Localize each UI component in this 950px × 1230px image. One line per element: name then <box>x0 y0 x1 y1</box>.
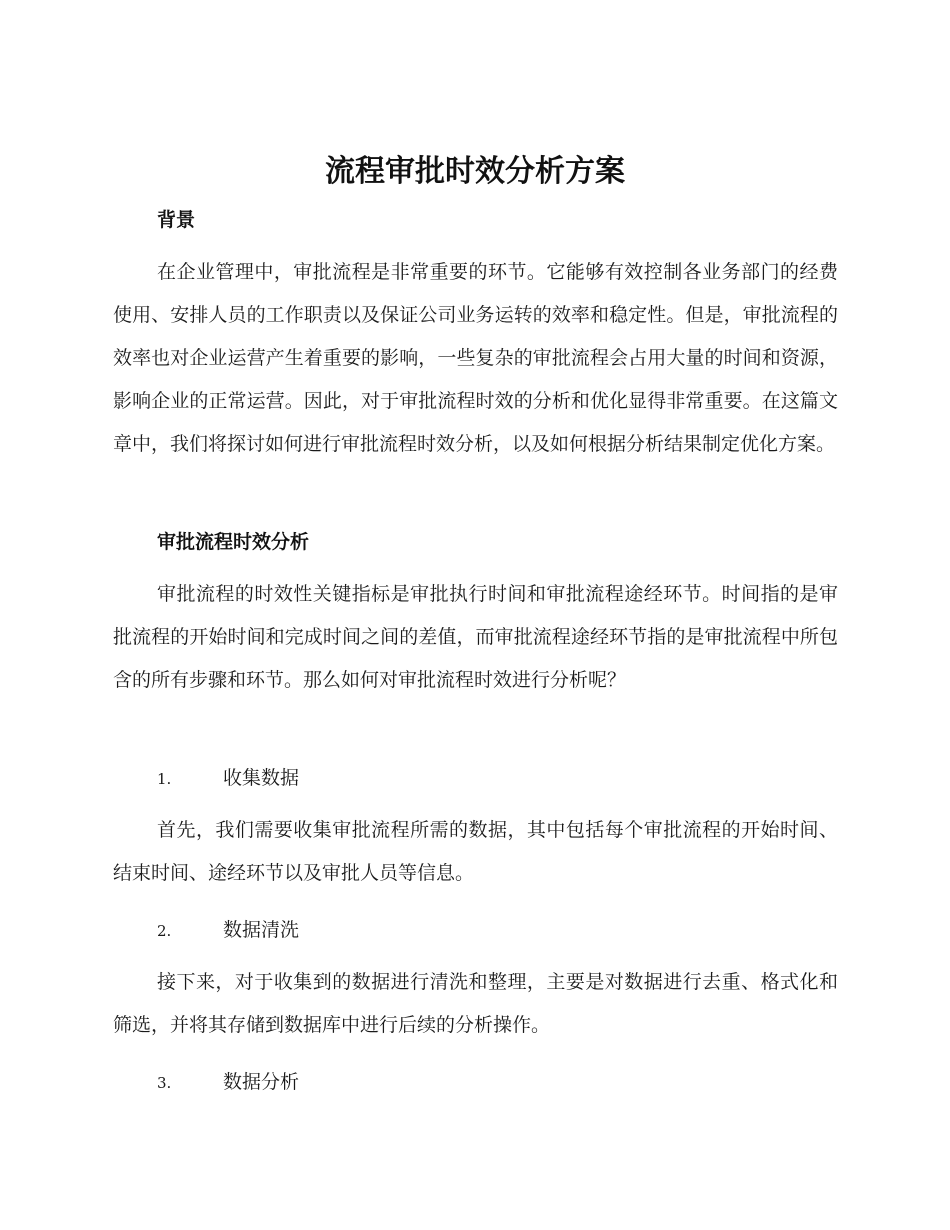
step-2-paragraph: 接下来，对于收集到的数据进行清洗和整理，主要是对数据进行去重、格式化和筛选，并将其存储到数据库中进行后续的分析操作。 <box>113 971 838 1036</box>
step-label: 数据分析 <box>223 1071 300 1093</box>
step-item-3 <box>157 1068 299 1097</box>
section-heading-background: 背景 <box>157 209 196 231</box>
step-item-1 <box>157 764 299 793</box>
step-item-2 <box>157 916 299 945</box>
analysis-paragraph: 审批流程的时效性关键指标是审批执行时间和审批流程途经环节。时间指的是审批流程的开始时间和完成时间之间的差值，而审批流程途经环节指的是审批流程中所包含的所有步骤和环节。那么如何对审批流程时效进行分析呢？ <box>113 583 838 691</box>
document-title: 流程审批时效分析方案 <box>325 154 625 189</box>
step-number: 3. <box>157 1074 172 1092</box>
section-heading-analysis: 审批流程时效分析 <box>157 531 310 553</box>
background-paragraph: 在企业管理中，审批流程是非常重要的环节。它能够有效控制各业务部门的经费使用、安排人员的工作职责以及保证公司业务运转的效率和稳定性。但是，审批流程的效率也对企业运营产生着重要的影响，一些复杂的审批流程会占用大量的时间和资源，影响企业的正常运营。因此，对于审批流程时效的分析和优化显得非常重要。在这篇文章中，我们将探讨如何进行审批流程时效分析，以及如何根据分析结果制定优化方案。 <box>113 261 838 455</box>
step-number: 2. <box>157 922 172 940</box>
step-label: 收集数据 <box>223 767 300 789</box>
step-1-paragraph: 首先，我们需要收集审批流程所需的数据，其中包括每个审批流程的开始时间、结束时间、途经环节以及审批人员等信息。 <box>113 819 838 884</box>
step-label: 数据清洗 <box>223 919 300 941</box>
step-number: 1. <box>157 770 172 788</box>
